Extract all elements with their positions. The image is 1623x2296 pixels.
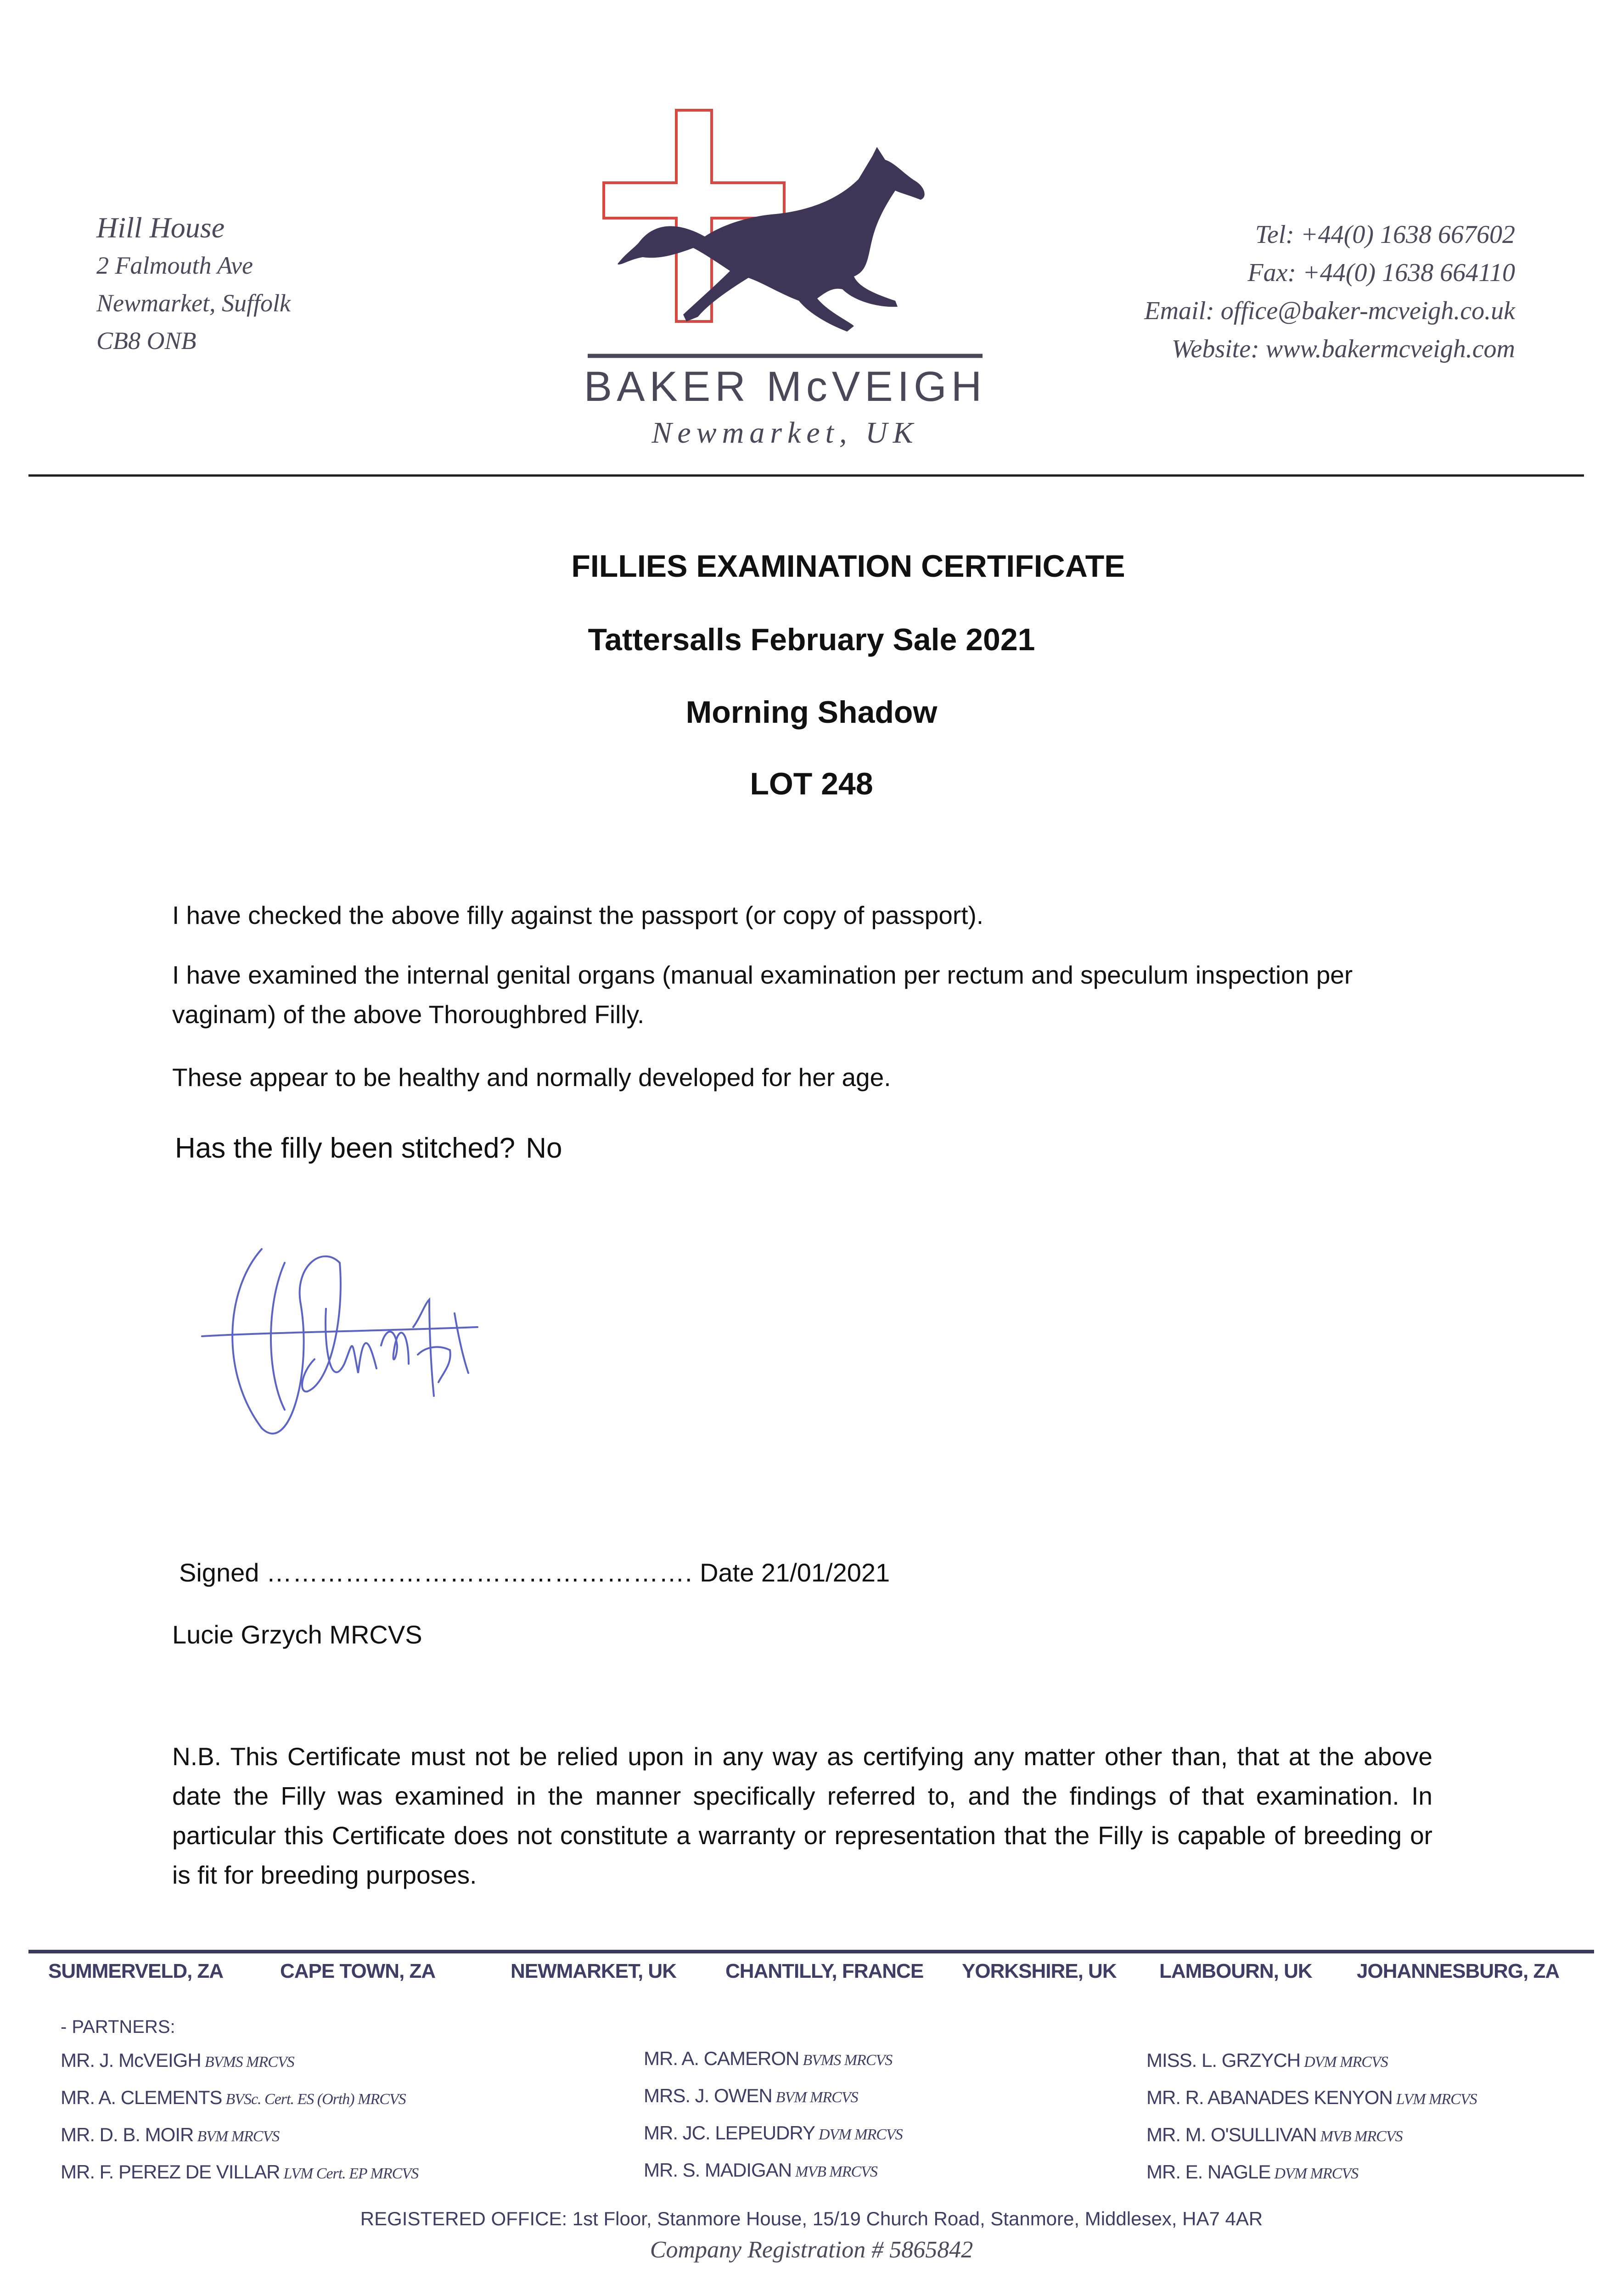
partner-quals: LVM MRCVS bbox=[1396, 2091, 1477, 2108]
body-paragraph-2: I have examined the internal genital organs (manual examination per rectum and speculum inspection per vaginam) of the above Thoroughbred Filly. bbox=[172, 961, 1353, 1029]
partner-quals: BVMS MRCVS bbox=[803, 2052, 893, 2069]
partner-entry bbox=[1146, 2117, 1477, 2154]
contact-tel: Tel: +44(0) 1638 667602 bbox=[1255, 220, 1515, 249]
brand-name: BAKER McVEIGH bbox=[584, 363, 987, 410]
partner-quals: BVSc. Cert. ES (Orth) MRCVS bbox=[225, 2091, 406, 2108]
signature-date: 21/01/2021 bbox=[761, 1558, 890, 1587]
body-paragraph-3: These appear to be healthy and normally developed for her age. bbox=[172, 1063, 891, 1092]
contact-fax: Fax: +44(0) 1638 664110 bbox=[1247, 259, 1515, 287]
partner-quals: MVB MRCVS bbox=[1320, 2128, 1403, 2145]
partner-name: MR. A. CAMERON bbox=[644, 2048, 799, 2069]
lot-number: LOT 248 bbox=[750, 766, 873, 801]
stitched-answer: No bbox=[526, 1132, 562, 1164]
partner-entry bbox=[644, 2115, 903, 2152]
signed-label: Signed bbox=[179, 1558, 259, 1587]
office-location: JOHANNESBURG, ZA bbox=[1357, 1960, 1560, 1982]
partner-name: MRS. J. OWEN bbox=[644, 2085, 772, 2106]
partner-name: MR. J. McVEIGH bbox=[61, 2049, 201, 2071]
partner-quals: BVMS MRCVS bbox=[204, 2054, 294, 2071]
partner-name: MR. S. MADIGAN bbox=[644, 2159, 792, 2181]
partner-quals: DVM MRCVS bbox=[1304, 2054, 1388, 2071]
office-location: CAPE TOWN, ZA bbox=[280, 1960, 436, 1982]
partner-entry bbox=[1146, 2154, 1477, 2191]
partners-column-3 bbox=[1146, 2043, 1477, 2191]
company-registration: Company Registration # 5865842 bbox=[650, 2237, 973, 2263]
partner-entry bbox=[644, 2152, 903, 2189]
partner-entry bbox=[61, 2154, 418, 2191]
office-location: SUMMERVELD, ZA bbox=[48, 1960, 224, 1982]
signature-dots: …………………………………………. bbox=[266, 1558, 693, 1587]
partner-name: MR. D. B. MOIR bbox=[61, 2124, 194, 2145]
header-divider bbox=[28, 474, 1584, 477]
office-location: CHANTILLY, FRANCE bbox=[725, 1960, 924, 1982]
horse-name: Morning Shadow bbox=[685, 695, 938, 730]
partner-name: MISS. L. GRZYCH bbox=[1146, 2049, 1301, 2071]
stitched-line bbox=[172, 1132, 562, 1165]
footer-divider bbox=[28, 1950, 1594, 1953]
partner-entry bbox=[1146, 2043, 1477, 2080]
address-line: Hill House bbox=[96, 211, 225, 244]
logo-cross-horse-icon bbox=[578, 106, 992, 363]
address-line: 2 Falmouth Ave bbox=[96, 252, 253, 279]
partner-entry bbox=[61, 2080, 418, 2117]
partner-quals: LVM Cert. EP MRCVS bbox=[283, 2165, 419, 2182]
vet-name: Lucie Grzych MRCVS bbox=[172, 1620, 422, 1649]
partner-entry bbox=[644, 2041, 903, 2078]
office-location: NEWMARKET, UK bbox=[511, 1960, 676, 1982]
brand-location: Newmarket, UK bbox=[651, 416, 919, 450]
partner-name: MR. JC. LEPEUDRY bbox=[644, 2122, 815, 2144]
partner-quals: BVM MRCVS bbox=[197, 2128, 280, 2145]
partner-quals: DVM MRCVS bbox=[818, 2126, 903, 2143]
address-line: Newmarket, Suffolk bbox=[96, 289, 291, 317]
partner-entry bbox=[61, 2043, 418, 2080]
stitched-question: Has the filly been stitched? bbox=[175, 1132, 515, 1164]
contact-email: Email: office@baker-mcveigh.co.uk bbox=[1144, 297, 1515, 325]
sale-name: Tattersalls February Sale 2021 bbox=[588, 622, 1035, 657]
partner-name: MR. M. O'SULLIVAN bbox=[1146, 2124, 1317, 2145]
partner-name: MR. A. CLEMENTS bbox=[61, 2087, 222, 2108]
partners-column-2 bbox=[644, 2041, 903, 2189]
partner-name: MR. E. NAGLE bbox=[1146, 2161, 1271, 2183]
signature-image bbox=[193, 1235, 505, 1474]
certificate-title: FILLIES EXAMINATION CERTIFICATE bbox=[571, 549, 1125, 584]
partners-label: - PARTNERS: bbox=[61, 2017, 175, 2037]
address-line: CB8 ONB bbox=[96, 327, 197, 355]
contact-website: Website: www.bakermcveigh.com bbox=[1171, 335, 1515, 363]
partner-entry bbox=[1146, 2080, 1477, 2117]
partners-column-1 bbox=[61, 2043, 418, 2191]
signed-line bbox=[179, 1558, 890, 1587]
partner-quals: DVM MRCVS bbox=[1274, 2165, 1359, 2182]
contact-block bbox=[1144, 216, 1515, 368]
partner-quals: MVB MRCVS bbox=[795, 2163, 877, 2180]
body-paragraph-1: I have checked the above filly against the passport (or copy of passport). bbox=[172, 901, 984, 929]
address-block bbox=[96, 209, 291, 360]
office-location: LAMBOURN, UK bbox=[1159, 1960, 1312, 1982]
partner-quals: BVM MRCVS bbox=[775, 2089, 858, 2106]
partner-entry bbox=[644, 2078, 903, 2115]
disclaimer-note: N.B. This Certificate must not be relied upon in any way as certifying any matter other than, that at the above date the Filly was examined in the manner specifically referred to, and the findings of that examination. In particular this Certificate does not constitute a warranty or representation that the Filly is capable of breeding or is fit for breeding purposes. bbox=[172, 1742, 1432, 1889]
date-label: Date bbox=[700, 1558, 754, 1587]
partner-name: MR. R. ABANADES KENYON bbox=[1146, 2087, 1393, 2108]
partner-entry bbox=[61, 2117, 418, 2154]
partner-name: MR. F. PEREZ DE VILLAR bbox=[61, 2161, 280, 2183]
office-location: YORKSHIRE, UK bbox=[962, 1960, 1117, 1982]
registered-office: REGISTERED OFFICE: 1st Floor, Stanmore House, 15/19 Church Road, Stanmore, Middlesex, HA7 4AR bbox=[360, 2208, 1263, 2229]
